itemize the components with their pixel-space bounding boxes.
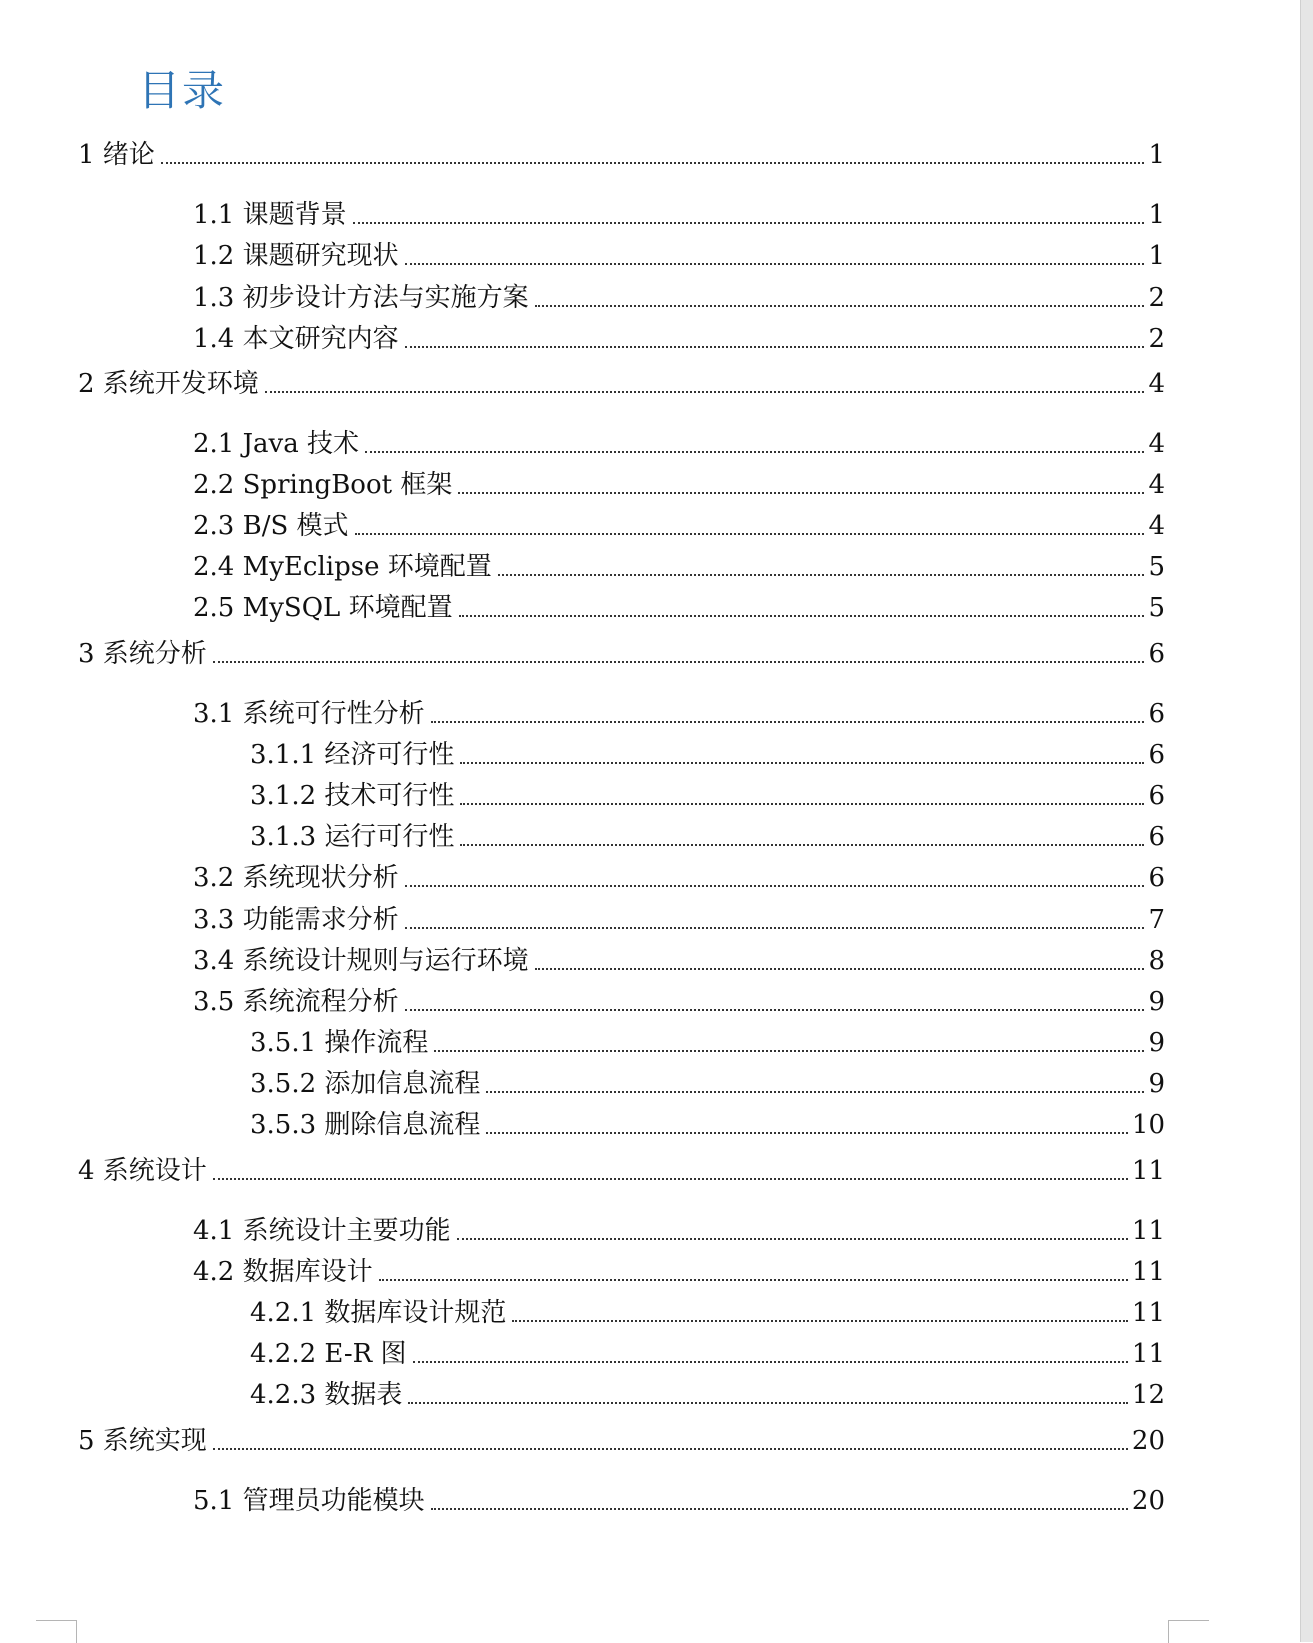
toc-entry-label: 3.5 系统流程分析	[193, 987, 399, 1017]
toc-entry-page-number: 7	[1148, 905, 1165, 935]
toc-dot-leader	[431, 720, 1145, 723]
toc-entry-label: 4.2.2 E-R 图	[250, 1339, 407, 1369]
toc-entry-label: 1 绪论	[78, 140, 155, 170]
toc-entry-label: 3.1.1 经济可行性	[250, 740, 455, 770]
toc-dot-leader	[460, 843, 1144, 846]
toc-entry-label: 3.5.2 添加信息流程	[250, 1069, 481, 1099]
toc-entry-page-number: 11	[1131, 1156, 1165, 1186]
toc-dot-leader	[457, 1237, 1128, 1240]
toc-entry-page-number: 10	[1131, 1110, 1165, 1140]
toc-entry[interactable]	[193, 547, 1165, 583]
toc-dot-leader	[431, 1507, 1128, 1510]
toc-entry-page-number: 1	[1148, 241, 1165, 271]
toc-entry[interactable]	[193, 319, 1165, 355]
toc-entry-page-number: 8	[1148, 946, 1165, 976]
toc-entry-label: 4 系统设计	[78, 1156, 207, 1186]
toc-entry-page-number: 6	[1148, 781, 1165, 811]
toc-entry[interactable]	[193, 236, 1165, 272]
toc-dot-leader	[355, 532, 1145, 535]
toc-entry[interactable]	[193, 1211, 1165, 1247]
toc-entry-page-number: 1	[1148, 200, 1165, 230]
toc-entry-page-number: 5	[1148, 593, 1165, 623]
toc-dot-leader	[459, 614, 1145, 617]
toc-dot-leader	[405, 926, 1145, 929]
toc-entry[interactable]	[250, 817, 1165, 853]
toc-entry[interactable]	[193, 465, 1165, 501]
toc-entry-label: 1.4 本文研究内容	[193, 324, 399, 354]
toc-entry-label: 4.2.1 数据库设计规范	[250, 1298, 507, 1328]
toc-entry[interactable]	[250, 1023, 1165, 1059]
toc-entry-label: 3 系统分析	[78, 639, 207, 669]
toc-entry-page-number: 9	[1148, 1069, 1165, 1099]
toc-entry-label: 4.1 系统设计主要功能	[193, 1216, 451, 1246]
toc-dot-leader	[408, 1401, 1127, 1404]
toc-entry[interactable]	[193, 1252, 1165, 1288]
toc-entry[interactable]	[193, 424, 1165, 460]
toc-entry-label: 1.3 初步设计方法与实施方案	[193, 283, 529, 313]
toc-entry[interactable]	[193, 858, 1165, 894]
toc-dot-leader	[353, 221, 1145, 224]
toc-dot-leader	[460, 761, 1144, 764]
toc-entry-label: 2.4 MyEclipse 环境配置	[193, 552, 492, 582]
toc-entry[interactable]	[78, 1421, 1165, 1457]
toc-dot-leader	[535, 967, 1145, 970]
toc-dot-leader	[265, 390, 1145, 393]
toc-entry-label: 1.1 课题背景	[193, 200, 347, 230]
toc-entry-label: 3.1.3 运行可行性	[250, 822, 455, 852]
toc-entry-page-number: 11	[1131, 1339, 1165, 1369]
toc-dot-leader	[535, 304, 1145, 307]
toc-entry-page-number: 11	[1131, 1216, 1165, 1246]
toc-entry-page-number: 6	[1148, 822, 1165, 852]
toc-entry[interactable]	[250, 735, 1165, 771]
toc-entry-label: 3.1 系统可行性分析	[193, 699, 425, 729]
toc-entry[interactable]	[193, 900, 1165, 936]
toc-entry-page-number: 4	[1148, 369, 1165, 399]
toc-dot-leader	[365, 450, 1144, 453]
toc-entry-page-number: 4	[1148, 429, 1165, 459]
toc-entry-label: 4.2 数据库设计	[193, 1257, 373, 1287]
toc-dot-leader	[405, 1008, 1145, 1011]
toc-dot-leader	[498, 573, 1145, 576]
toc-dot-leader	[460, 802, 1144, 805]
toc-entry-label: 3.1.2 技术可行性	[250, 781, 455, 811]
toc-dot-leader	[486, 1090, 1144, 1093]
toc-dot-leader	[213, 1177, 1128, 1180]
toc-dot-leader	[405, 345, 1145, 348]
page-edge-shadow	[1300, 0, 1313, 1642]
toc-dot-leader	[405, 262, 1145, 265]
toc-dot-leader	[379, 1278, 1128, 1281]
toc-entry-page-number: 6	[1148, 699, 1165, 729]
toc-entry[interactable]	[193, 588, 1165, 624]
toc-entry[interactable]	[193, 982, 1165, 1018]
toc-entry-label: 3.3 功能需求分析	[193, 905, 399, 935]
toc-entry-page-number: 4	[1148, 511, 1165, 541]
page-corner-mark-left	[36, 1620, 77, 1643]
toc-entry[interactable]	[193, 195, 1165, 231]
toc-entry-page-number: 2	[1148, 324, 1165, 354]
toc-entry-page-number: 5	[1148, 552, 1165, 582]
toc-entry-label: 3.4 系统设计规则与运行环境	[193, 946, 529, 976]
toc-entry[interactable]	[78, 1151, 1165, 1187]
toc-entry-label: 5.1 管理员功能模块	[193, 1486, 425, 1516]
toc-entry-page-number: 20	[1131, 1486, 1165, 1516]
toc-entry[interactable]	[250, 1375, 1165, 1411]
toc-entry-page-number: 6	[1148, 863, 1165, 893]
toc-entry[interactable]	[250, 1334, 1165, 1370]
toc-entry-page-number: 9	[1148, 1028, 1165, 1058]
toc-entry-label: 2.5 MySQL 环境配置	[193, 593, 453, 623]
toc-dot-leader	[213, 1447, 1128, 1450]
toc-entry-label: 3.5.3 删除信息流程	[250, 1110, 481, 1140]
page-corner-mark-right	[1168, 1620, 1209, 1643]
toc-entry[interactable]	[78, 364, 1165, 400]
toc-dot-leader	[413, 1360, 1128, 1363]
toc-entry[interactable]	[250, 776, 1165, 812]
toc-entry-label: 2 系统开发环境	[78, 369, 259, 399]
toc-entry[interactable]	[193, 694, 1165, 730]
toc-dot-leader	[161, 161, 1145, 164]
toc-entry-page-number: 4	[1148, 470, 1165, 500]
toc-entry-label: 3.2 系统现状分析	[193, 863, 399, 893]
toc-entry-label: 2.1 Java 技术	[193, 429, 359, 459]
toc-dot-leader	[213, 660, 1145, 663]
toc-title: 目录	[138, 66, 227, 115]
toc-entry-label: 3.5.1 操作流程	[250, 1028, 429, 1058]
toc-dot-leader	[434, 1049, 1144, 1052]
toc-entry[interactable]	[193, 1481, 1165, 1517]
toc-entry-label: 2.3 B/S 模式	[193, 511, 349, 541]
toc-entry-page-number: 6	[1148, 639, 1165, 669]
toc-entry-page-number: 11	[1131, 1257, 1165, 1287]
toc-entry[interactable]	[250, 1293, 1165, 1329]
toc-entry-label: 2.2 SpringBoot 框架	[193, 470, 453, 500]
toc-dot-leader	[458, 491, 1144, 494]
toc-dot-leader	[405, 884, 1145, 887]
toc-entry[interactable]	[250, 1064, 1165, 1100]
toc-entry-label: 1.2 课题研究现状	[193, 241, 399, 271]
toc-entry-page-number: 6	[1148, 740, 1165, 770]
toc-dot-leader	[486, 1131, 1127, 1134]
toc-entry[interactable]	[193, 278, 1165, 314]
toc-entry-page-number: 12	[1131, 1380, 1165, 1410]
toc-entry[interactable]	[193, 506, 1165, 542]
toc-entry-page-number: 1	[1148, 140, 1165, 170]
toc-entry-page-number: 11	[1131, 1298, 1165, 1328]
toc-entry-label: 4.2.3 数据表	[250, 1380, 403, 1410]
toc-entry-label: 5 系统实现	[78, 1426, 207, 1456]
toc-entry[interactable]	[78, 135, 1165, 171]
toc-entry-page-number: 2	[1148, 283, 1165, 313]
toc-entry[interactable]	[193, 941, 1165, 977]
toc-entry[interactable]	[78, 634, 1165, 670]
toc-entry-page-number: 20	[1131, 1426, 1165, 1456]
toc-dot-leader	[512, 1319, 1127, 1322]
toc-entry-page-number: 9	[1148, 987, 1165, 1017]
toc-entry[interactable]	[250, 1105, 1165, 1141]
